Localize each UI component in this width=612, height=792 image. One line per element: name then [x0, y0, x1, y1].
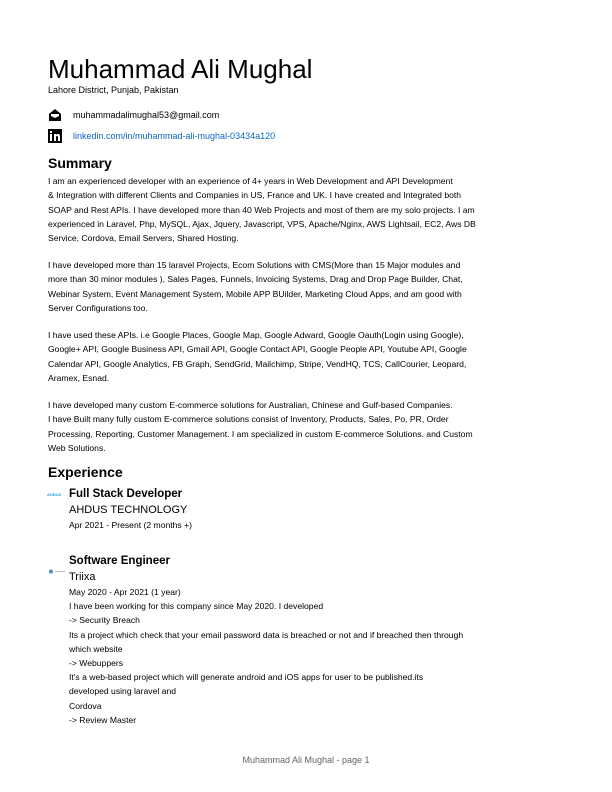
- company-name: Triixa: [69, 571, 96, 583]
- text-line: Web Solutions.: [48, 442, 106, 453]
- text-line: I have used these APIs. i.e Google Places, Google Map, Google Adward, Google Oauth(Login using Google),: [48, 330, 464, 340]
- summary-paragraph: [48, 328, 568, 385]
- summary-paragraph: [48, 258, 568, 315]
- linkedin-row[interactable]: [48, 129, 275, 143]
- job-dates: Apr 2021 - Present (2 months +): [69, 520, 192, 530]
- job-description-line: Cordova: [69, 700, 102, 711]
- job-description-line: I have been working for this company since May 2020. I developed: [69, 601, 324, 612]
- text-line: I have developed more than 15 laravel Projects, Ecom Solutions with CMS(More than 15 Major modules and: [48, 260, 461, 270]
- text-line: I am an experienced developer with an experience of 4+ years in Web Development and API Development: [48, 176, 453, 186]
- linkedin-link[interactable]: linkedin.com/in/muhammad-ali-mughal-03434a120: [73, 131, 276, 141]
- experience-heading: Experience: [48, 464, 123, 480]
- summary-heading: Summary: [48, 155, 112, 171]
- text-line: Service, Cordova, Email Servers, Shared Hosting.: [48, 233, 239, 244]
- job-description-line: developed using laravel and: [69, 686, 177, 697]
- text-line: Calendar API, Google Analytics, FB Graph, SendGrid, Mailchimp, Stripe, VendHQ, TCS, CallCourier, Leopard,: [48, 358, 467, 369]
- email-icon: [48, 108, 62, 122]
- text-line: Aramex, Esnad.: [48, 372, 110, 383]
- job-title: Software Engineer: [69, 555, 170, 567]
- text-line: Processing, Reporting, Customer Management. I am specialized in custom E-commerce Solutions. and Custom: [48, 428, 473, 439]
- job-dates: May 2020 - Apr 2021 (1 year): [69, 587, 181, 597]
- ahdus-logo: AHDUS: [47, 492, 62, 497]
- text-line: & Integration with different Clients and Companies in US, France and UK. I have created and Integrated both: [48, 190, 462, 201]
- text-line: Google+ API, Google Business API, Gmail API, Google Contact API, Google People API, Youtube API, Google: [48, 344, 467, 355]
- summary-paragraph: [48, 398, 568, 455]
- text-line: Webinar System, Event Management System, Mobile APP BUilder, Marketing Cloud Apps, and am good with: [48, 288, 462, 299]
- summary-paragraph: [48, 174, 568, 245]
- job-description-line: -> Security Breach: [69, 615, 140, 626]
- job-description-line: which website: [69, 643, 123, 654]
- job-description-line: Its a project which check that your email password data is breached or not and if breached then through: [69, 629, 464, 640]
- candidate-name: Muhammad Ali Mughal: [48, 54, 313, 84]
- triixa-logo: [48, 561, 66, 566]
- job-entry: [69, 487, 192, 532]
- job-description-line: -> Review Master: [69, 714, 137, 725]
- job-description-line: -> Webuppers: [69, 658, 124, 669]
- linkedin-icon: [48, 129, 62, 143]
- job-title: Full Stack Developer: [69, 488, 183, 500]
- text-line: I have developed many custom E-commerce solutions for Australian, Chinese and Gulf-based Companies.: [48, 400, 453, 410]
- location: Lahore District, Punjab, Pakistan: [48, 85, 179, 95]
- company-name: AHDUS TECHNOLOGY: [69, 504, 188, 516]
- job-entry: [69, 554, 463, 727]
- email-row: [48, 108, 219, 122]
- text-line: experienced in Laravel, Php, MySQL, Ajax, Jquery, Javascript, VPS, Apache/Nginx, AWS Lightsail, EC2, Aws DB: [48, 218, 476, 229]
- text-line: I have Built many fully custom E-commerce solutions consist of Inventory, Products, Sales, Po, PR, Order: [48, 414, 449, 425]
- text-line: more than 30 minor modules ), Sales Pages, Funnels, Invoicing Systems, Drag and Drop Page Builder, Chat,: [48, 274, 463, 285]
- text-line: SOAP and Rest APIs. I have developed more than 40 Web Projects and most of them are my solo projects. I am: [48, 204, 475, 215]
- text-line: Server Configurations too.: [48, 302, 148, 313]
- page-footer: Muhammad Ali Mughal - page 1: [242, 755, 370, 765]
- email-text: muhammadalimughal53@gmail.com: [73, 110, 220, 120]
- job-description-line: It's a web-based project which will generate android and iOS apps for user to be published.its: [69, 672, 424, 683]
